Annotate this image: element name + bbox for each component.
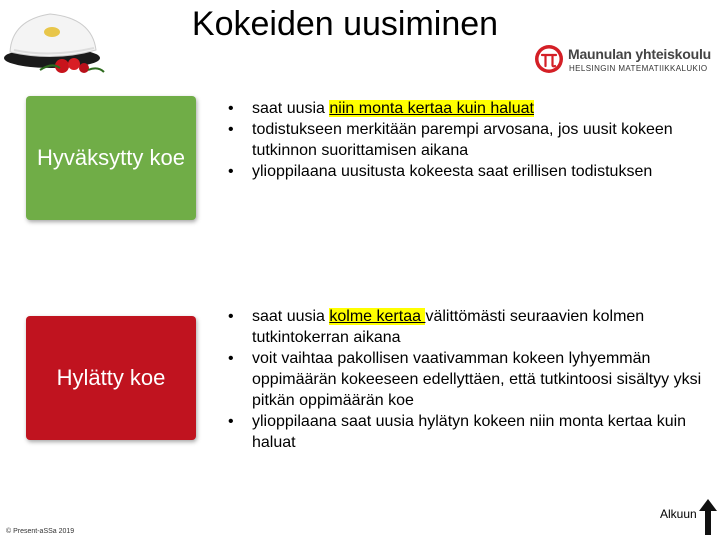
accepted-exam-list [226, 98, 706, 182]
bullet-icon: • [228, 413, 234, 430]
bullet-icon: • [228, 121, 234, 138]
bullet-icon: • [228, 100, 234, 117]
rejected-exam-list [226, 306, 706, 453]
school-name: Maunulan yhteiskoulu [568, 46, 712, 62]
graduation-cap-image [0, 0, 112, 80]
accepted-exam-box: Hyväksytty koe [26, 96, 196, 220]
highlighted-text: niin monta kertaa kuin haluat [329, 100, 534, 117]
pi-logo-icon [534, 44, 564, 74]
list-item [226, 411, 706, 453]
list-item [226, 306, 706, 348]
school-subtitle: HELSINGIN MATEMATIIKKALUKIO [569, 64, 708, 73]
list-item [226, 98, 706, 119]
item-text: saat uusia [252, 308, 330, 325]
bullet-icon: • [228, 350, 234, 367]
list-item [226, 119, 706, 161]
list-item [226, 348, 706, 411]
home-link[interactable]: Alkuun [660, 507, 697, 521]
school-logo [532, 44, 718, 78]
page-title: Kokeiden uusiminen [191, 5, 499, 43]
item-text: voit vaihtaa pakollisen vaativamman kokeen lyhyemmän oppimäärän kokeeseen edellyttäen, että tutkintoosi sisältyy yksi pitkän oppimäärän koe [252, 350, 702, 409]
item-text: todistukseen merkitään parempi arvosana, jos uusit kokeen tutkinnon suorittamisen aikana [252, 121, 673, 159]
rejected-exam-box: Hylätty koe [26, 316, 196, 440]
bullet-icon: • [228, 308, 234, 325]
item-text: ylioppilaana uusitusta kokeesta saat erillisen todistuksen [252, 163, 653, 180]
list-item [226, 161, 706, 182]
copyright-text: © Present-aSSa 2019 [6, 528, 75, 535]
arrow-up-icon[interactable] [697, 497, 719, 537]
highlighted-text: kolme kertaa [329, 308, 426, 325]
item-text: saat uusia [252, 100, 330, 117]
item-text: ylioppilaana saat uusia hylätyn kokeen niin monta kertaa kuin haluat [252, 413, 687, 451]
bullet-icon: • [228, 163, 234, 180]
item-text-continued: välittömästi seuraavien kolmen tutkintokerran aikana [252, 308, 645, 346]
